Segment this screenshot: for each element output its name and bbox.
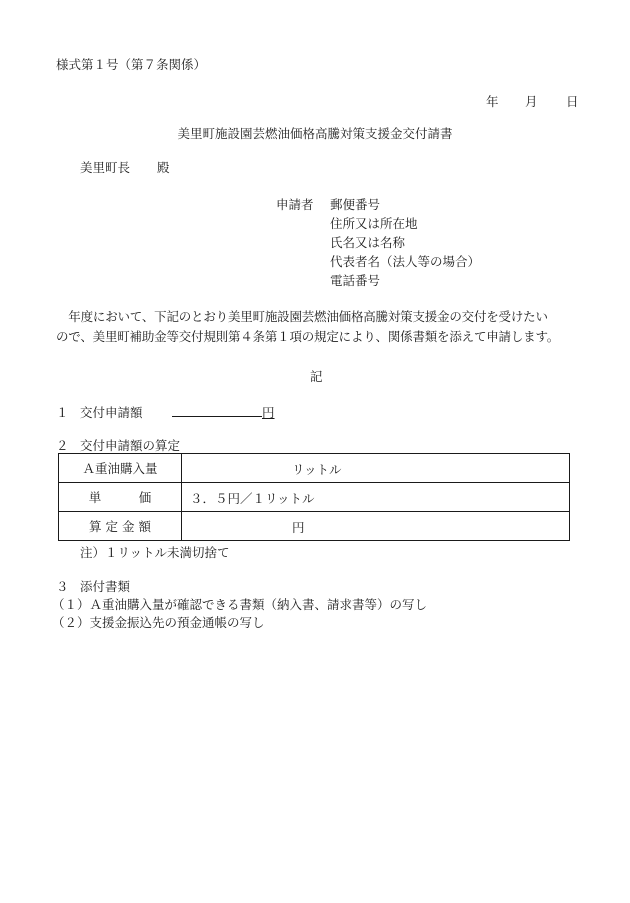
table-row [59, 454, 570, 483]
unit-price-label: 単 価 [59, 483, 182, 512]
calculated-amount-label: 算 定 金 額 [59, 512, 182, 541]
unit-price-value: ３．５円／１リットル [190, 491, 315, 506]
section3-label: 添付書類 [80, 579, 131, 594]
section2-number: ２ [56, 438, 69, 453]
date-day-label: 日 [566, 94, 579, 109]
table-row [59, 512, 570, 541]
section1-unit: 円 [262, 405, 275, 420]
ki-heading: 記 [310, 369, 323, 384]
attachment-item-2: （２）支援金振込先の預金通帳の写し [52, 615, 265, 630]
calculation-table [58, 453, 570, 541]
addressee-honorific: 殿 [157, 160, 170, 175]
addressee-name: 美里町長 [80, 160, 131, 175]
section1-label: 交付申請額 [80, 405, 143, 420]
date-month-label: 月 [525, 94, 538, 109]
fuel-amount-value-cell [182, 454, 570, 483]
section3-number: ３ [56, 579, 69, 594]
amount-blank-line [172, 416, 262, 417]
table-note: 注）１リットル未満切捨て [80, 545, 230, 560]
body-line-2: ので、美里町補助金等交付規則第４条第１項の規定により、関係書類を添えて申請します。 [56, 329, 560, 344]
representative-field: 代表者名（法人等の場合） [330, 254, 481, 269]
phone-field: 電話番号 [330, 273, 381, 288]
fuel-amount-unit: リットル [292, 462, 342, 477]
applicant-label: 申請者 [276, 197, 314, 212]
fuel-amount-label: Ａ重油購入量 [59, 454, 182, 483]
postal-code-field: 郵便番号 [330, 197, 381, 212]
table-row [59, 483, 570, 512]
section2-label: 交付申請額の算定 [80, 438, 181, 453]
body-line-1: 年度において、下記のとおり美里町施設園芸燃油価格高騰対策支援金の交付を受けたい [56, 309, 548, 324]
document-title: 美里町施設園芸燃油価格高騰対策支援金交付請書 [177, 126, 453, 141]
attachment-item-1: （１）Ａ重油購入量が確認できる書類（納入書、請求書等）の写し [52, 597, 428, 612]
address-field: 住所又は所在地 [330, 216, 418, 231]
form-number: 様式第１号（第７条関係） [56, 57, 207, 72]
section1-number: １ [56, 405, 69, 420]
name-field: 氏名又は名称 [330, 235, 406, 250]
unit-price-value-cell [182, 483, 570, 512]
calculated-amount-value-cell [182, 512, 570, 541]
calculated-amount-unit: 円 [292, 520, 305, 535]
date-year-label: 年 [486, 94, 499, 109]
